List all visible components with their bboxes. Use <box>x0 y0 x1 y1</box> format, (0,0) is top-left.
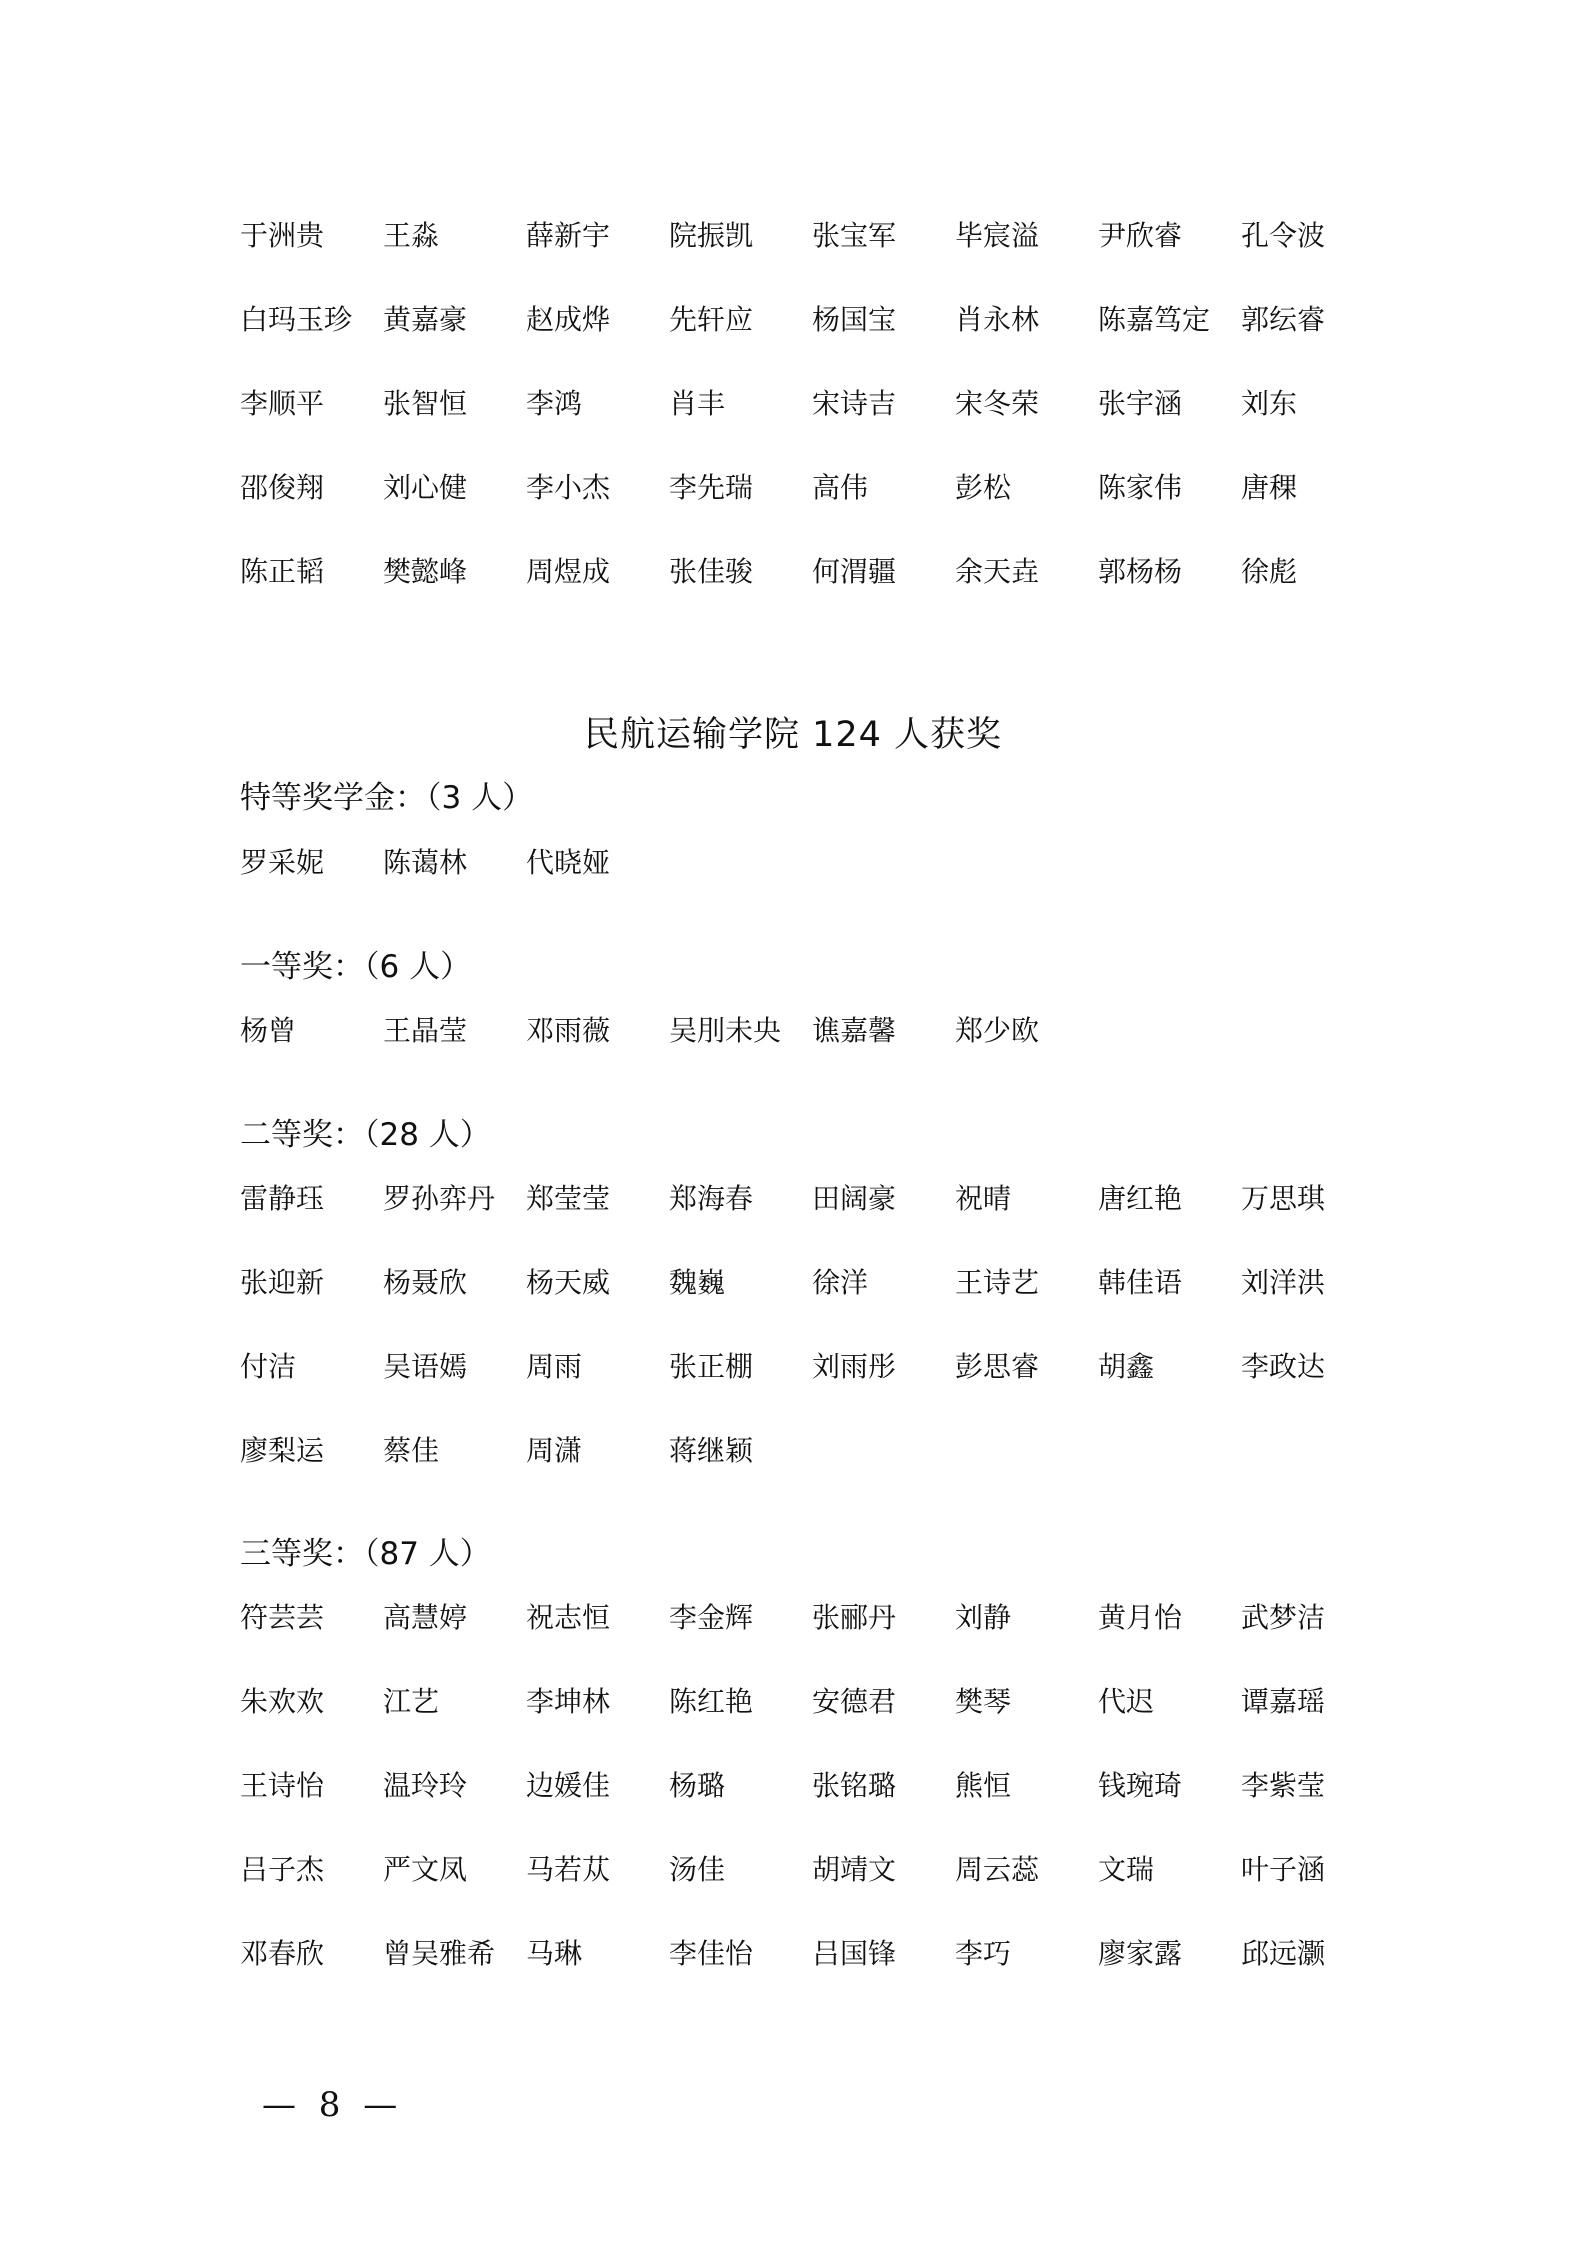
name-cell: 杨天威 <box>526 1266 611 1299</box>
name-cell: 朱欢欢 <box>240 1685 325 1718</box>
name-cell: 邓春欣 <box>240 1937 325 1970</box>
name-cell: 徐洋 <box>812 1266 869 1299</box>
name-cell: 宋冬荣 <box>955 387 1040 420</box>
name-cell: 王淼 <box>383 219 440 252</box>
name-cell: 周煜成 <box>526 555 611 588</box>
name-cell: 先轩应 <box>669 303 754 336</box>
name-cell: 吴语嫣 <box>383 1350 468 1383</box>
name-cell: 代晓娅 <box>526 846 611 879</box>
name-cell: 肖永林 <box>955 303 1040 336</box>
name-cell: 李顺平 <box>240 387 325 420</box>
name-cell: 刘雨彤 <box>812 1350 897 1383</box>
name-cell: 李先瑞 <box>669 471 754 504</box>
name-cell: 张智恒 <box>383 387 468 420</box>
name-row <box>240 302 1390 386</box>
name-row <box>240 1852 1390 1936</box>
name-cell: 田阔豪 <box>812 1182 897 1215</box>
name-cell: 杨曾 <box>240 1014 297 1047</box>
name-cell: 谭嘉瑶 <box>1241 1685 1326 1718</box>
name-cell: 蒋继颖 <box>669 1434 754 1467</box>
name-cell: 温玲玲 <box>383 1769 468 1802</box>
name-cell: 张宇涵 <box>1098 387 1183 420</box>
name-cell: 何渭疆 <box>812 555 897 588</box>
name-cell: 张郦丹 <box>812 1601 897 1634</box>
name-cell: 杨璐 <box>669 1769 726 1802</box>
name-cell: 刘洋洪 <box>1241 1266 1326 1299</box>
name-row <box>240 1433 1390 1517</box>
name-cell: 边媛佳 <box>526 1769 611 1802</box>
name-cell: 郭纭睿 <box>1241 303 1326 336</box>
name-cell: 万思琪 <box>1241 1182 1326 1215</box>
name-cell: 邵俊翔 <box>240 471 325 504</box>
name-cell: 吕子杰 <box>240 1853 325 1886</box>
name-cell: 李巧 <box>955 1937 1012 1970</box>
name-cell: 周潇 <box>526 1434 583 1467</box>
special-names-block <box>240 845 1390 929</box>
name-cell: 蔡佳 <box>383 1434 440 1467</box>
name-cell: 严文凤 <box>383 1853 468 1886</box>
name-cell: 黄月怡 <box>1098 1601 1183 1634</box>
name-cell: 李政达 <box>1241 1350 1326 1383</box>
name-cell: 陈红艳 <box>669 1685 754 1718</box>
name-cell: 李紫莹 <box>1241 1769 1326 1802</box>
name-cell: 高慧婷 <box>383 1601 468 1634</box>
name-cell: 彭松 <box>955 471 1012 504</box>
name-cell: 符芸芸 <box>240 1601 325 1634</box>
name-cell: 吴刖未央 <box>669 1014 782 1047</box>
page-number: — 8 — <box>262 2085 404 2125</box>
name-cell: 唐稞 <box>1241 471 1298 504</box>
award-heading-special: 特等奖学金：（3 人） <box>240 780 534 816</box>
name-row <box>240 554 1390 638</box>
name-cell: 李小杰 <box>526 471 611 504</box>
name-cell: 余天垚 <box>955 555 1040 588</box>
name-cell: 陈蔼林 <box>383 846 468 879</box>
name-row <box>240 1181 1390 1265</box>
name-cell: 郑海春 <box>669 1182 754 1215</box>
name-cell: 张迎新 <box>240 1266 325 1299</box>
name-cell: 钱琬琦 <box>1098 1769 1183 1802</box>
name-cell: 郭杨杨 <box>1098 555 1183 588</box>
name-cell: 熊恒 <box>955 1769 1012 1802</box>
name-cell: 李佳怡 <box>669 1937 754 1970</box>
name-cell: 吕国锋 <box>812 1937 897 1970</box>
name-cell: 张正棚 <box>669 1350 754 1383</box>
name-row <box>240 218 1390 302</box>
name-row <box>240 1684 1390 1768</box>
name-cell: 尹欣睿 <box>1098 219 1183 252</box>
name-cell: 刘心健 <box>383 471 468 504</box>
name-cell: 廖梨运 <box>240 1434 325 1467</box>
name-cell: 邱远灏 <box>1241 1937 1326 1970</box>
name-cell: 马琳 <box>526 1937 583 1970</box>
name-row <box>240 1349 1390 1433</box>
name-cell: 曾吴雅希 <box>383 1937 496 1970</box>
name-cell: 李坤林 <box>526 1685 611 1718</box>
name-cell: 宋诗吉 <box>812 387 897 420</box>
name-cell: 薛新宇 <box>526 219 611 252</box>
name-cell: 毕宸溢 <box>955 219 1040 252</box>
name-cell: 陈嘉笃定 <box>1098 303 1211 336</box>
name-row <box>240 386 1390 470</box>
name-row <box>240 1600 1390 1684</box>
name-cell: 祝晴 <box>955 1182 1012 1215</box>
name-cell: 胡靖文 <box>812 1853 897 1886</box>
name-cell: 张铭璐 <box>812 1769 897 1802</box>
name-cell: 陈正韬 <box>240 555 325 588</box>
name-cell: 郑莹莹 <box>526 1182 611 1215</box>
name-row <box>240 845 1390 929</box>
award-heading-first: 一等奖：（6 人） <box>240 949 472 985</box>
name-cell: 胡鑫 <box>1098 1350 1155 1383</box>
first-prize-names-block <box>240 1013 1390 1097</box>
name-cell: 雷静珏 <box>240 1182 325 1215</box>
name-cell: 安德君 <box>812 1685 897 1718</box>
name-cell: 赵成烨 <box>526 303 611 336</box>
name-cell: 周雨 <box>526 1350 583 1383</box>
name-cell: 彭思睿 <box>955 1350 1040 1383</box>
name-cell: 刘静 <box>955 1601 1012 1634</box>
name-cell: 文瑞 <box>1098 1853 1155 1886</box>
name-cell: 代迟 <box>1098 1685 1155 1718</box>
name-cell: 魏巍 <box>669 1266 726 1299</box>
name-cell: 肖丰 <box>669 387 726 420</box>
name-cell: 刘东 <box>1241 387 1298 420</box>
name-cell: 韩佳语 <box>1098 1266 1183 1299</box>
continued-names-block <box>240 218 1390 638</box>
name-cell: 邓雨薇 <box>526 1014 611 1047</box>
name-cell: 谯嘉馨 <box>812 1014 897 1047</box>
name-cell: 樊懿峰 <box>383 555 468 588</box>
name-cell: 王诗怡 <box>240 1769 325 1802</box>
name-cell: 王诗艺 <box>955 1266 1040 1299</box>
name-cell: 郑少欧 <box>955 1014 1040 1047</box>
name-row <box>240 1936 1390 2020</box>
name-cell: 廖家露 <box>1098 1937 1183 1970</box>
name-cell: 张佳骏 <box>669 555 754 588</box>
name-cell: 李金辉 <box>669 1601 754 1634</box>
award-heading-second: 二等奖：（28 人） <box>240 1117 491 1153</box>
name-cell: 叶子涵 <box>1241 1853 1326 1886</box>
name-cell: 王晶莹 <box>383 1014 468 1047</box>
name-cell: 唐红艳 <box>1098 1182 1183 1215</box>
name-row <box>240 470 1390 554</box>
name-cell: 周云蕊 <box>955 1853 1040 1886</box>
name-cell: 高伟 <box>812 471 869 504</box>
name-cell: 陈家伟 <box>1098 471 1183 504</box>
award-heading-third: 三等奖：（87 人） <box>240 1536 491 1572</box>
name-cell: 黄嘉豪 <box>383 303 468 336</box>
name-cell: 罗孙弈丹 <box>383 1182 496 1215</box>
name-cell: 马若苁 <box>526 1853 611 1886</box>
name-row <box>240 1768 1390 1852</box>
name-cell: 樊琴 <box>955 1685 1012 1718</box>
name-cell: 罗采妮 <box>240 846 325 879</box>
name-cell: 祝志恒 <box>526 1601 611 1634</box>
name-row <box>240 1013 1390 1097</box>
name-cell: 院振凯 <box>669 219 754 252</box>
name-row <box>240 1265 1390 1349</box>
name-cell: 于洲贵 <box>240 219 325 252</box>
name-cell: 杨国宝 <box>812 303 897 336</box>
name-cell: 孔令波 <box>1241 219 1326 252</box>
name-cell: 武梦洁 <box>1241 1601 1326 1634</box>
name-cell: 徐彪 <box>1241 555 1298 588</box>
name-cell: 李鸿 <box>526 387 583 420</box>
name-cell: 白玛玉珍 <box>240 303 353 336</box>
name-cell: 张宝军 <box>812 219 897 252</box>
second-prize-names-block <box>240 1181 1390 1517</box>
name-cell: 汤佳 <box>669 1853 726 1886</box>
third-prize-names-block <box>240 1600 1390 2020</box>
name-cell: 江艺 <box>383 1685 440 1718</box>
section-title: 民航运输学院 124 人获奖 <box>583 715 1003 755</box>
name-cell: 付洁 <box>240 1350 297 1383</box>
name-cell: 杨聂欣 <box>383 1266 468 1299</box>
